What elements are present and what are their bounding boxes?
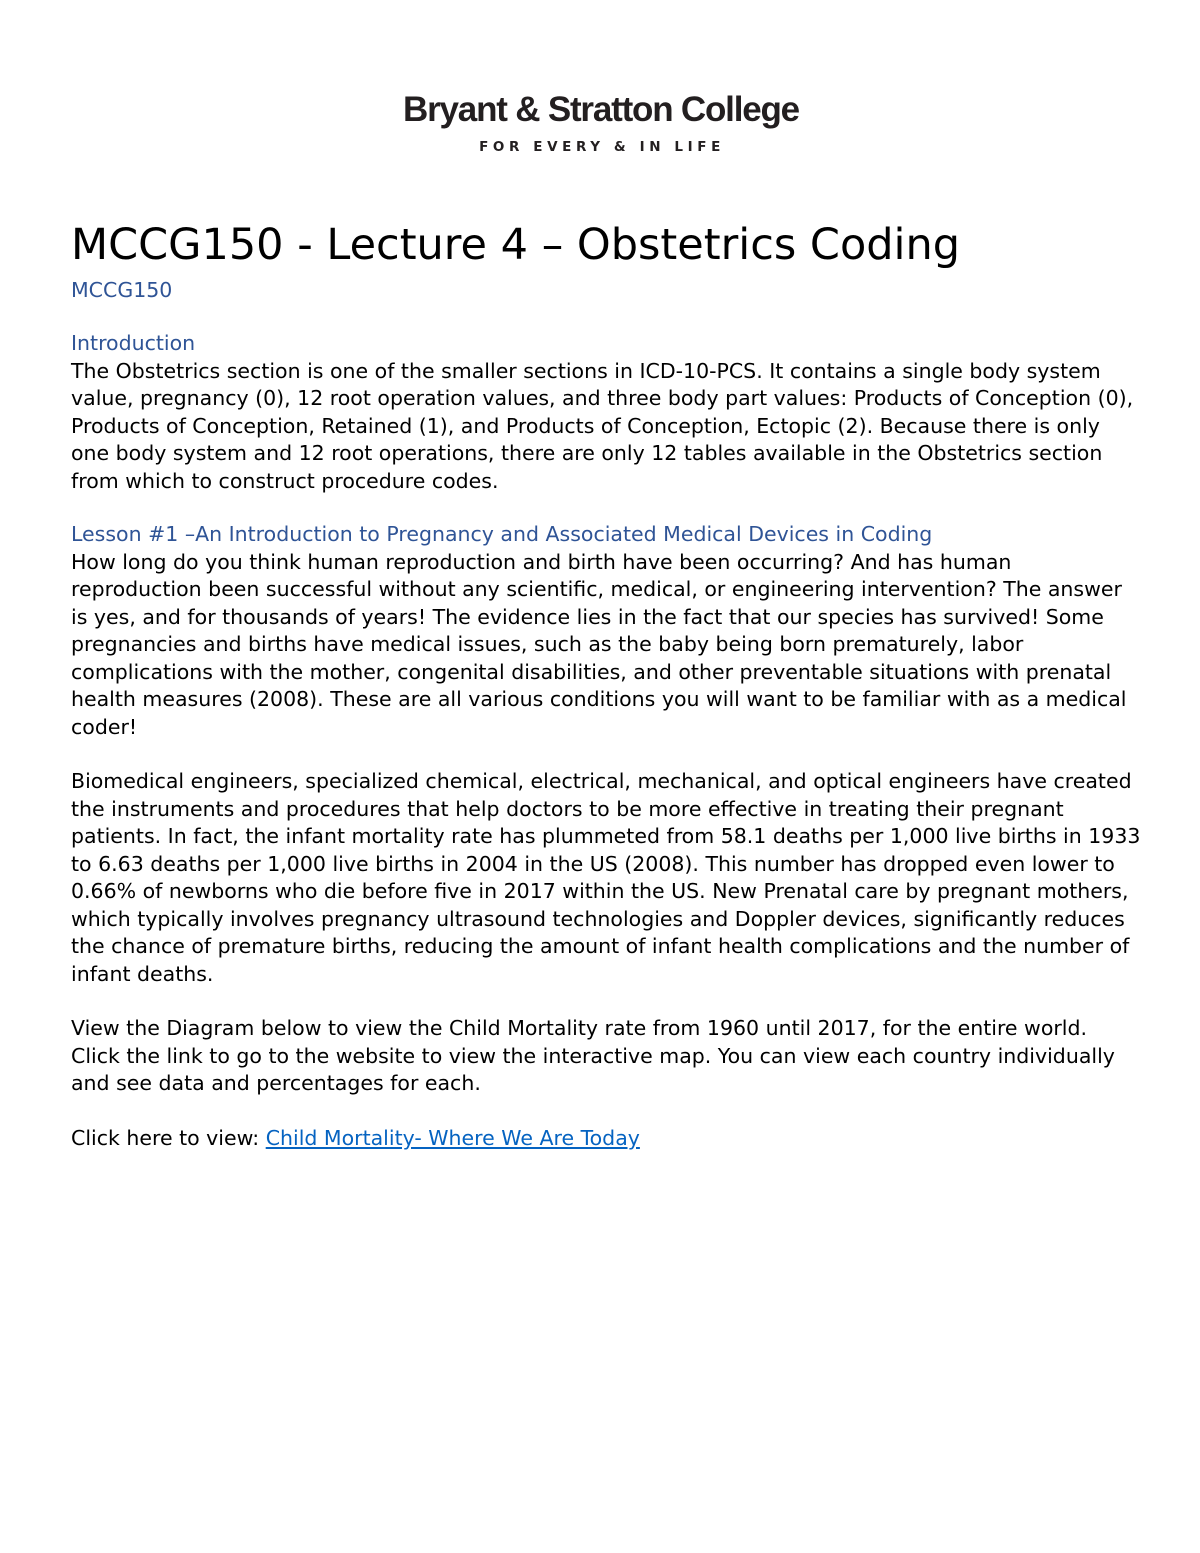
introduction-heading: Introduction bbox=[71, 331, 196, 355]
lesson-1-section bbox=[71, 521, 1141, 1152]
link-prefix: Click here to view: bbox=[71, 1125, 266, 1150]
document-subtitle: MCCG150 bbox=[71, 278, 173, 302]
lesson-1-paragraph-1: How long do you think human reproduction and birth have been occurring? And has human reproduction been successful without any scientific, medical, or engineering intervention? The answer is yes, and for thousands of years! The evidence lies in the fact that our species has survived! Some pregnancies and births have medical issues, such as the baby being born prematurely, labor complications with the mother, congenital disabilities, and other preventable situations with prenatal health measures (2008). These are all various conditions you will want to be familiar with as a medical coder! bbox=[71, 549, 1127, 739]
college-tagline: FOR EVERY & IN LIFE bbox=[479, 139, 725, 155]
college-name: Bryant & Stratton College bbox=[403, 90, 799, 129]
college-logo bbox=[0, 88, 1200, 155]
lesson-1-paragraph-2: Biomedical engineers, specialized chemical, electrical, mechanical, and optical engineers have created the instruments and procedures that help doctors to be more effective in treating their pregnant patients. In fact, the infant mortality rate has plummeted from 58.1 deaths per 1,000 live births in 1933 to 6.63 deaths per 1,000 live births in 2004 in the US (2008). This number has dropped even lower to 0.66% of newborns who die before five in 2017 within the US. New Prenatal care by pregnant mothers, which typically involves pregnancy ultrasound technologies and Doppler devices, significantly reduces the chance of premature births, reducing the amount of infant health complications and the number of infant deaths. bbox=[71, 769, 1141, 986]
document-title: MCCG150 - Lecture 4 – Obstetrics Coding bbox=[71, 220, 961, 270]
child-mortality-link[interactable]: Child Mortality- Where We Are Today bbox=[265, 1125, 640, 1150]
document-body bbox=[71, 214, 1141, 1152]
introduction-section bbox=[71, 330, 1141, 495]
link-line bbox=[71, 1125, 1141, 1153]
lesson-1-paragraph-3: View the Diagram below to view the Child Mortality rate from 1960 until 2017, for the entire world. Click the link to go to the website to view the interactive map. You can view each country individually and see data and percentages for each. bbox=[71, 1016, 1115, 1095]
lesson-1-heading: Lesson #1 –An Introduction to Pregnancy and Associated Medical Devices in Coding bbox=[71, 522, 933, 546]
introduction-paragraph: The Obstetrics section is one of the smaller sections in ICD-10-PCS. It contains a single body system value, pregnancy (0), 12 root operation values, and three body part values: Products of Conception (0), Products of Conception, Retained (1), and Products of Conception, Ectopic (2). Because there is only one body system and 12 root operations, there are only 12 tables available in the Obstetrics section from which to construct procedure codes. bbox=[71, 358, 1134, 493]
